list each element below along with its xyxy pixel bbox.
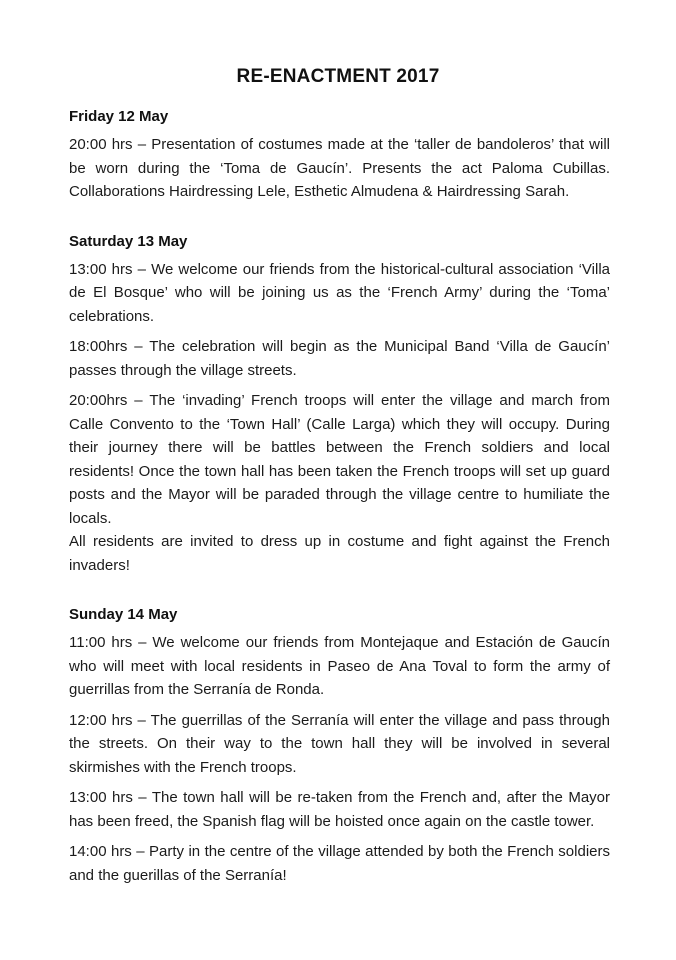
event-paragraph: 12:00 hrs – The guerrillas of the Serranía will enter the village and pass through the streets. On their way to the town hall they will be involved in several skirmishes with the French troops.	[69, 711, 610, 776]
programme-content	[69, 106, 610, 887]
event-paragraph: All residents are invited to dress up in costume and fight against the French invaders!	[69, 533, 610, 574]
day-heading: Saturday 13 May	[69, 232, 188, 250]
event-paragraph: 11:00 hrs – We welcome our friends from Montejaque and Estación de Gaucín who will meet with local residents in Paseo de Ana Toval to form the army of guerrillas from the Serranía de Ronda.	[69, 634, 610, 698]
day-section-sunday	[69, 604, 610, 887]
day-heading: Friday 12 May	[69, 108, 169, 125]
event-paragraph: 14:00 hrs – Party in the centre of the village attended by both the French soldiers and the guerillas of the Serranía!	[69, 843, 610, 884]
event-paragraph: 13:00 hrs – The town hall will be re-taken from the French and, after the Mayor has been freed, the Spanish flag will be hoisted once again on the castle tower.	[69, 789, 610, 830]
event-paragraph: 13:00 hrs – We welcome our friends from the historical-cultural association ‘Villa de El Bosque’ who will be joining us as the ‘French Army’ during the ‘Toma’ celebrations.	[69, 260, 610, 325]
day-section-friday	[69, 106, 610, 204]
event-paragraph: 18:00hrs – The celebration will begin as the Municipal Band ‘Villa de Gaucín’ passes through the village streets.	[69, 338, 610, 379]
day-section-saturday	[69, 231, 610, 578]
page-title: RE-ENACTMENT 2017	[236, 66, 440, 87]
event-paragraph: 20:00hrs – The ‘invading’ French troops will enter the village and march from Calle Convento to the ‘Town Hall’ (Calle Larga) which they will occupy. During their journey there will be battles between the French soldiers and local residents! Once the town hall has been taken the French troops will set up guard posts and the Mayor will be paraded through the village centre to humiliate the locals.	[69, 392, 610, 527]
event-paragraph: 20:00 hrs – Presentation of costumes made at the ‘taller de bandoleros’ that will be worn during the ‘Toma de Gaucín’. Presents the act Paloma Cubillas. Collaborations Hairdressing Lele, Esthetic Almudena & Hairdressing Sarah.	[69, 136, 610, 200]
day-heading: Sunday 14 May	[69, 606, 178, 623]
